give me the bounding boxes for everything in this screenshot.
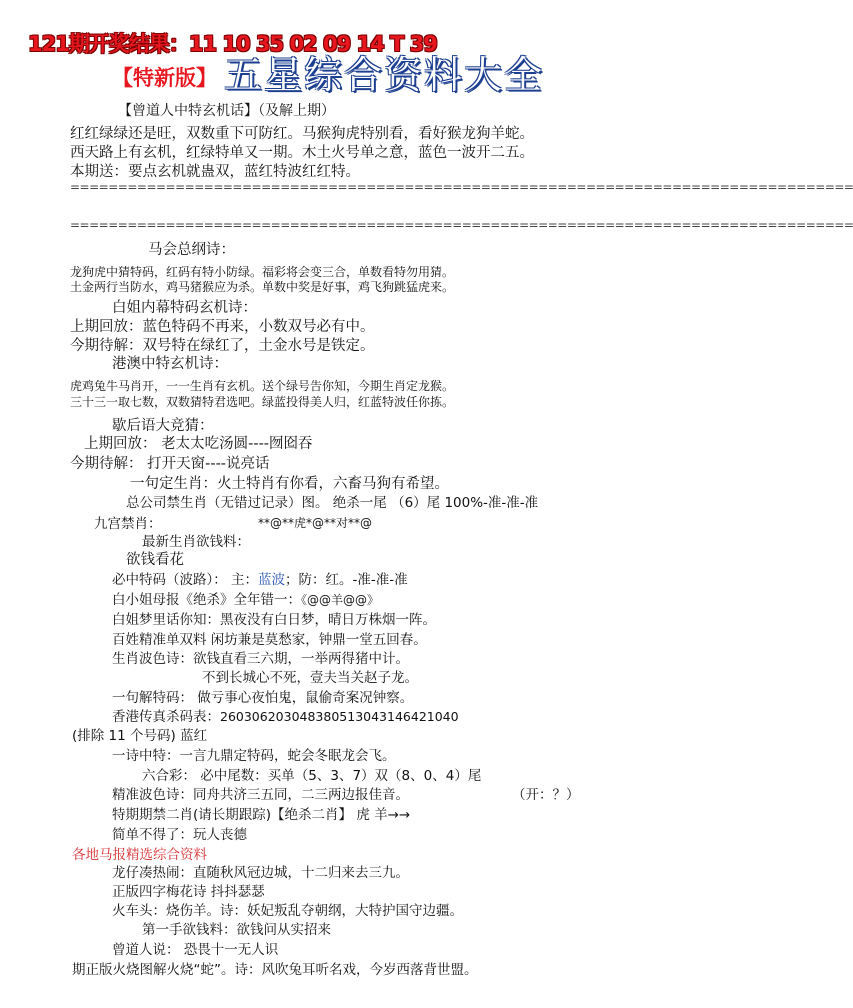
baixiaojie-line bbox=[112, 588, 379, 608]
divider: ================================================================================== bbox=[70, 180, 853, 194]
yijujie-line: 一句解特码： 做亏事心夜怕鬼，鼠偷奇案况钟察。 bbox=[112, 690, 414, 706]
yuqian-line: 欲钱看花 bbox=[126, 552, 184, 568]
techi-line: 特期期禁二肖(请长期跟踪)【绝杀二肖】 虎 羊→→ bbox=[112, 807, 411, 823]
mahui-line: 土金两行当防水，鸡马猪猴应为杀。单数中奖是好事，鸡飞狗跳猛虎来。 bbox=[70, 280, 455, 294]
baisheng-line: 百姓精准单双料 闲坊兼是莫愁家，钟鼎一堂五回春。 bbox=[112, 632, 427, 648]
intro-line: 本期送：要点玄机就蛊双，蓝红特波红红特。 bbox=[70, 164, 360, 180]
baixiaojie-label: 白小姐母报《绝杀》全年错一： bbox=[112, 592, 301, 608]
jiugong-label: 九宫禁肖： bbox=[94, 516, 162, 532]
paichu-line: (排除 11 个号码) 蓝红 bbox=[72, 728, 208, 744]
zhengban-line: 正版四字梅花诗 抖抖瑟瑟 bbox=[112, 884, 265, 900]
gangao-heading: 港澳中特玄机诗： bbox=[112, 356, 228, 372]
divider: ================================================================================== bbox=[70, 218, 853, 232]
page-title: 五星综合资料大全 bbox=[224, 53, 545, 97]
bizhong-line bbox=[112, 568, 408, 588]
shengxiao-bo-line: 不到长城心不死，壹夫当关赵子龙。 bbox=[202, 670, 418, 686]
longzai-line: 龙仔凑热闹：直随秋风冠边城，十二归来去三九。 bbox=[112, 865, 409, 881]
baixiaojie-value: 《@@羊@@》 bbox=[301, 593, 380, 607]
jiandan-line: 简单不得了：玩人丧德 bbox=[112, 827, 247, 843]
xianggang-value: 2603062030483805130431464210​40 bbox=[220, 709, 459, 724]
xiehouyu-current: 今期待解： 打开天窗----说亮话 bbox=[70, 456, 270, 472]
bizhong-label: 必中特码（波路）： 主： bbox=[112, 572, 259, 588]
diyishou-line: 第一手欲钱料：欲钱问从实招来 bbox=[142, 922, 331, 938]
gangao-line: 虎鸡兔牛马肖开，一一生肖有玄机。送个绿号告你知，今期生肖定龙猴。 bbox=[70, 379, 455, 393]
jiugong-value: **@**虎*@**对**@ bbox=[258, 516, 373, 530]
edition-badge: 【特新版】 bbox=[112, 66, 217, 90]
huoche-line: 火车头：烧伤羊。诗：妖妃叛乱夺朝纲，大特护国守边疆。 bbox=[112, 903, 463, 919]
bizhong-main: 蓝波 bbox=[258, 572, 286, 588]
baijie-line: 上期回放：蓝色特码不再来，小数双号必有中。 bbox=[70, 319, 375, 335]
mahui-heading: 马会总纲诗： bbox=[148, 242, 235, 258]
kai-note: （开：？） bbox=[512, 787, 580, 803]
section-heading: 各地马报精选综合资料 bbox=[72, 847, 207, 863]
mahui-line: 龙狗虎中猜特码，红码有特小防绿。福彩将会变三合，单数看特勿用猜。 bbox=[70, 265, 455, 279]
xianggang-line bbox=[112, 705, 459, 725]
xianggang-label: 香港传真杀码表： bbox=[112, 709, 220, 725]
qizhengban-line: 期正版火烧图解火烧“蛇”。诗：风吹兔耳听名戏，今岁西落背世盟。 bbox=[72, 962, 478, 978]
shengxiao-bo-line: 生肖波色诗：欲钱直看三六期，一举两得猪中计。 bbox=[112, 651, 409, 667]
intro-line: 西天路上有玄机，红绿特单又一期。木土火号单之意，蓝色一波开二五。 bbox=[70, 145, 534, 161]
intro-line: 红红绿绿还是旺，双数重下可防红。马猴狗虎特别看，看好猴龙狗羊蛇。 bbox=[70, 126, 534, 142]
yijuding-line: 一句定生肖：火土特肖有你看，六畜马狗有希望。 bbox=[130, 476, 449, 492]
xiehouyu-last: 上期回放： 老太太吃汤圆----囫囵吞 bbox=[84, 436, 313, 452]
yishizhong-line: 一诗中特：一言九鼎定特码，蛇会冬眠龙会飞。 bbox=[112, 748, 396, 764]
intro-heading: 【曾道人中特玄机话】（及解上期） bbox=[118, 103, 335, 119]
gangao-line: 三十三一取七数，双数猜特君选吧。绿蓝投得美人归，红蓝特波任你拣。 bbox=[70, 395, 455, 409]
baijie-heading: 白姐内幕特码玄机诗： bbox=[112, 300, 257, 316]
bizhong-rest: ；防：红。-准-准-准 bbox=[285, 572, 408, 588]
baijie-line: 今期待解：双号特在绿红了，土金水号是铁定。 bbox=[70, 338, 375, 354]
zonggongsi-line: 总公司禁生肖（无错过记录）图。 绝杀一尾 （6）尾 100%-准-准-准 bbox=[126, 495, 539, 511]
zengdaoren-line: 曾道人说： 恐畏十一无人识 bbox=[112, 942, 279, 958]
zuixin-heading: 最新生肖欲钱料： bbox=[142, 534, 250, 550]
jingzhun-line: 精准波色诗：同舟共济三五同，二三两边报佳音。 bbox=[112, 787, 409, 803]
baijie-meng-line: 白姐梦里话你知：黑夜没有白日梦，晴日万株烟一阵。 bbox=[112, 612, 436, 628]
draw-result-banner: 121期开奖结果：11 10 35 02 09 14 T 39 bbox=[28, 32, 437, 56]
xiehouyu-heading: 歇后语大竞猜： bbox=[112, 418, 214, 434]
liuhecai-line: 六合彩： 必中尾数：买单（5、3、7）双（8、0、4）尾 bbox=[142, 768, 482, 784]
